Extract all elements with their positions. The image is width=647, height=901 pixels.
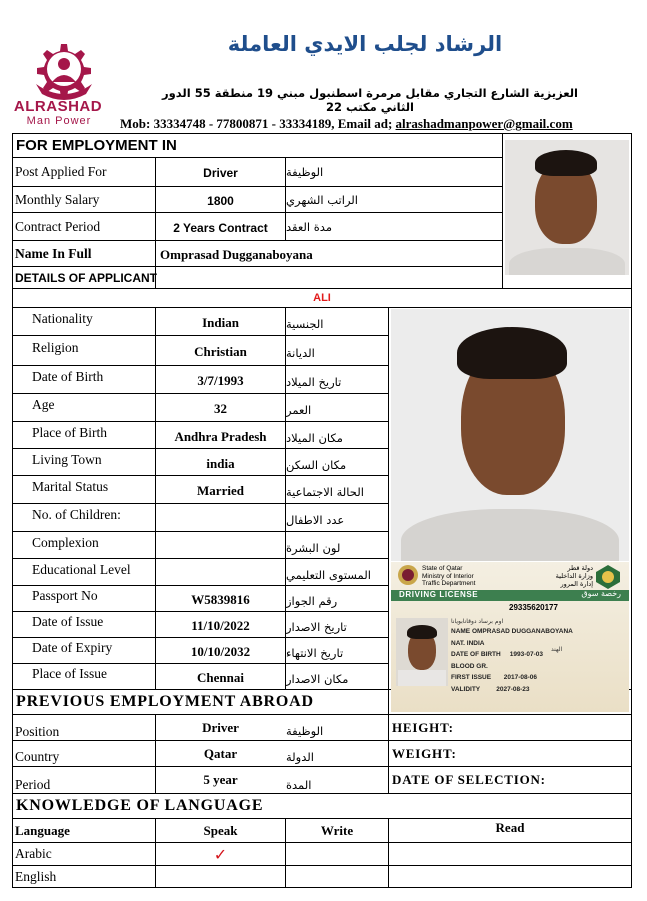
applicant-field-label: Date of Birth [32, 369, 104, 384]
contact-line [120, 116, 635, 132]
applicant-field-label-ar: رقم الجواز [286, 594, 338, 608]
applicant-field-label: Nationality [32, 311, 93, 326]
contract-label: Contract Period [15, 218, 101, 234]
english-read [389, 866, 631, 887]
applicant-field-label-ar: الحالة الاجتماعية [286, 485, 364, 499]
col-language: Language [15, 822, 70, 838]
license-dept: Traffic Department [422, 580, 476, 587]
arabic-speak-check-icon: ✓ [213, 844, 228, 864]
address-arabic: العزيزية الشارع التجاري مقابل مرمرة اسطنبول مبني 19 منطقة 55 الدور الثاني مكتب 22 [162, 86, 578, 114]
driving-license-card [391, 562, 629, 712]
applicant-field-label: Marital Status [32, 479, 109, 494]
post-value: Driver [203, 166, 238, 180]
license-title: DRIVING LICENSE [399, 590, 479, 599]
lic-dob-label: DATE OF BIRTH [451, 651, 501, 658]
lic-blood-label: BLOOD GR. [451, 662, 488, 670]
contact-phones: Mob: 33334748 - 77800871 - 33334189, Email ad; [120, 116, 393, 131]
applicant-field-label: Complexion [32, 534, 99, 550]
contract-label-ar: مدة العقد [286, 219, 332, 234]
license-dept-ar: إدارة المرور [560, 580, 593, 588]
brand-subtitle: Man Power [26, 115, 92, 127]
applicant-field-label: Date of Issue [32, 614, 104, 629]
salary-label-ar: الراتب الشهري [286, 193, 358, 207]
traffic-emblem-icon [594, 564, 622, 590]
applicant-field-value: Christian [194, 344, 247, 359]
applicant-section-title: DETAILS OF APPLICANT [15, 270, 157, 285]
applicant-field-label-ar: لون البشرة [286, 540, 341, 555]
page-title-arabic: الرشاد لجلب الايدي العاملة [227, 32, 503, 56]
applicant-field-label-ar: الجنسية [286, 317, 324, 331]
applicant-field-label-ar: عدد الاطفال [286, 513, 345, 527]
language-section-title: KNOWLEDGE OF LANGUAGE [16, 797, 264, 814]
period-label-ar: المدة [286, 777, 312, 792]
lic-dob: 1993-07-03 [509, 651, 543, 658]
license-state: State of Qatar [422, 565, 463, 572]
agent-code: ALI [313, 292, 331, 304]
english-speak [156, 866, 285, 887]
lic-issue: 2017-08-06 [503, 674, 537, 681]
license-ministry-ar: وزارة الداخلية [555, 572, 593, 580]
applicant-field-value [156, 533, 285, 560]
applicant-field-label-ar: المستوى التعليمي [286, 567, 371, 582]
applicant-field-label-ar: تاريخ الاصدار [286, 620, 347, 634]
country-label-ar: الدولة [286, 750, 314, 764]
weight-label: WEIGHT: [392, 745, 457, 761]
lang-arabic: Arabic [15, 846, 52, 861]
applicant-field-value: 32 [214, 401, 227, 416]
applicant-photo-small [505, 140, 629, 275]
applicant-field-label: Passport No [32, 588, 98, 603]
license-ministry: Ministry of Interior [422, 572, 474, 580]
country-label: Country [15, 749, 60, 764]
applicant-field-label: Living Town [32, 451, 102, 467]
applicant-field-value: Chennai [197, 670, 244, 685]
applicant-field-label-ar: مكان الاصدار [286, 672, 349, 686]
applicant-field-value: 10/10/2032 [190, 644, 251, 659]
applicant-field-label-ar: تاريخ الانتهاء [286, 646, 344, 660]
brand-name: ALRASHAD [13, 98, 103, 115]
applicant-field-value: W5839816 [191, 592, 250, 607]
lic-valid-label: VALIDITY [451, 685, 481, 693]
applicant-field-label: No. of Children: [32, 507, 121, 522]
date-of-selection-label: DATE OF SELECTION: [392, 772, 546, 787]
lic-nat-ar: الهند [551, 646, 563, 653]
lic-nat-label: NAT. [451, 639, 465, 647]
applicant-field-value: india [206, 455, 235, 471]
period-label: Period [15, 776, 51, 792]
period-value: 5 year [203, 772, 238, 787]
applicant-field-label-ar: الديانة [286, 346, 315, 360]
position-value: Driver [202, 719, 239, 735]
arabic-write [286, 843, 388, 865]
applicant-field-label: Educational Level [32, 561, 131, 577]
english-write [286, 866, 388, 887]
applicant-field-value: 3/7/1993 [197, 373, 244, 388]
position-label: Position [15, 724, 60, 739]
applicant-field-label-ar: مكان السكن [286, 457, 347, 472]
applicant-field-value: Indian [202, 315, 239, 330]
lic-name-ar: اوم برساد دوقانابويانا [451, 618, 504, 625]
applicant-field-value: Married [197, 483, 244, 498]
post-label-ar: الوظيفة [286, 165, 324, 179]
applicant-field-label: Age [32, 397, 55, 412]
previous-section-title: PREVIOUS EMPLOYMENT ABROAD [16, 693, 314, 710]
lic-name-label: NAME [451, 628, 471, 635]
height-label: HEIGHT: [392, 719, 454, 735]
salary-value: 1800 [207, 194, 234, 208]
license-state-ar: دولة قطر [567, 564, 593, 572]
position-label-ar: الوظيفة [286, 724, 324, 738]
applicant-field-label-ar: مكان الميلاد [286, 430, 343, 445]
col-write: Write [320, 822, 354, 838]
applicant-field-label: Date of Expiry [32, 640, 113, 655]
name-value: Omprasad Dugganaboyana [160, 246, 313, 262]
applicant-field-value: Andhra Pradesh [174, 428, 267, 444]
applicant-field-label: Place of Issue [32, 666, 107, 681]
lang-english: English [15, 868, 57, 884]
col-read: Read [495, 819, 525, 835]
applicant-field-label: Place of Birth [32, 424, 107, 440]
license-title-ar: رخصة سوق [581, 589, 621, 598]
applicant-field-label: Religion [32, 340, 79, 355]
applicant-field-value [156, 505, 285, 533]
applicant-field-label-ar: العمر [286, 403, 312, 417]
arabic-read [389, 843, 631, 865]
license-photo [396, 618, 448, 686]
applicant-field-label-ar: تاريخ الميلاد [286, 375, 342, 389]
lic-issue-label: FIRST ISSUE [451, 674, 492, 681]
country-value: Qatar [203, 745, 238, 761]
emblem-icon [397, 564, 419, 586]
lic-valid: 2027-08-23 [496, 685, 530, 693]
lic-nat: INDIA [466, 639, 485, 647]
email-link[interactable]: alrashadmanpower@gmail.com [395, 116, 573, 131]
lic-name: OMPRASAD DUGGANABOYANA [471, 628, 573, 635]
employment-section-title: FOR EMPLOYMENT IN [16, 137, 177, 154]
applicant-field-value [156, 560, 285, 587]
post-label: Post Applied For [15, 164, 107, 179]
col-speak: Speak [203, 822, 238, 838]
name-label: Name In Full [15, 245, 92, 261]
applicant-field-value: 11/10/2022 [191, 618, 250, 633]
contract-value: 2 Years Contract [173, 221, 268, 235]
applicant-photo-large [391, 309, 629, 561]
salary-label: Monthly Salary [15, 192, 100, 207]
license-number: 29335620177 [509, 603, 558, 612]
